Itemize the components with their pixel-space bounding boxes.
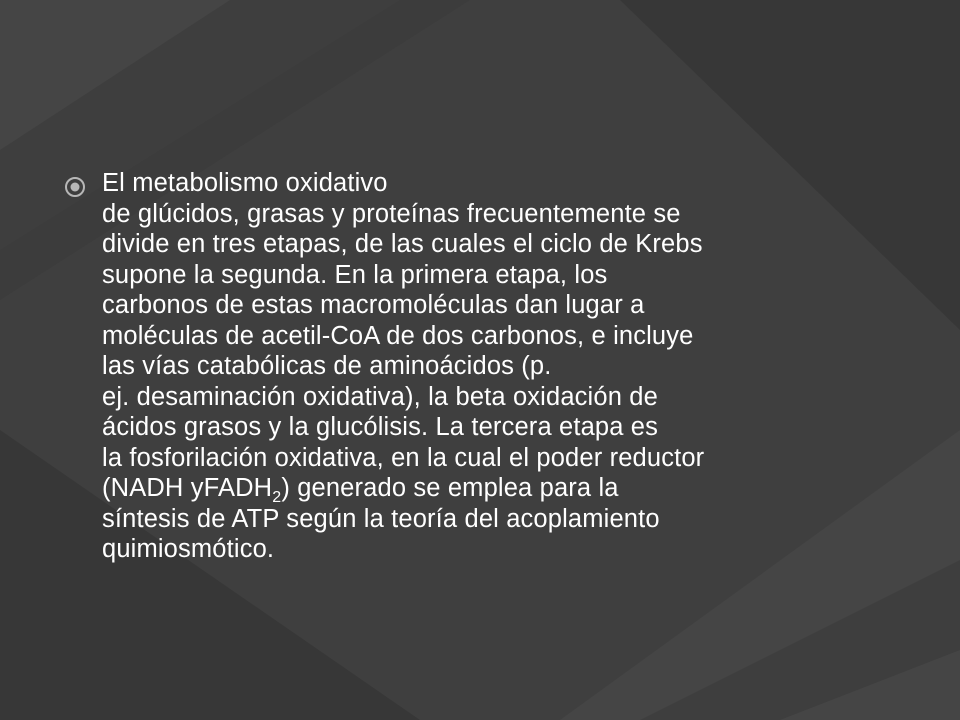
paragraph-line: ácidos grasos y la glucólisis. La tercera etapa es <box>102 413 659 441</box>
paragraph-line: moléculas de acetil-CoA de dos carbonos, e incluye <box>102 321 694 350</box>
paragraph-line: El metabolismo oxidativo <box>102 169 388 197</box>
nadh-text-after: ) generado se emplea para la <box>281 474 619 502</box>
paragraph-line: carbonos de estas macromoléculas dan lugar a <box>102 291 645 319</box>
nadh-text: (NADH yFADH <box>102 474 273 502</box>
subscript-two: 2 <box>272 489 282 506</box>
paragraph-line: supone la segunda. En la primera etapa, los <box>102 260 608 289</box>
body-paragraph <box>102 168 782 565</box>
paragraph-line: síntesis de ATP según la teoría del acoplamiento <box>102 504 660 533</box>
paragraph-line: divide en tres etapas, de las cuales el ciclo de Krebs <box>102 230 703 258</box>
slide-content <box>64 168 904 565</box>
paragraph-line: quimiosmótico. <box>102 535 275 563</box>
paragraph-line: la fosforilación oxidativa, en la cual el poder reductor <box>102 443 705 472</box>
paragraph-line: ej. desaminación oxidativa), la beta oxidación de <box>102 382 658 411</box>
paragraph-line: de glúcidos, grasas y proteínas frecuentemente se <box>102 199 681 228</box>
paragraph-line-nadh <box>102 473 782 504</box>
bullet-item <box>64 168 904 565</box>
paragraph-line: las vías catabólicas de aminoácidos (p. <box>102 352 552 380</box>
target-bullet-icon <box>64 176 86 198</box>
